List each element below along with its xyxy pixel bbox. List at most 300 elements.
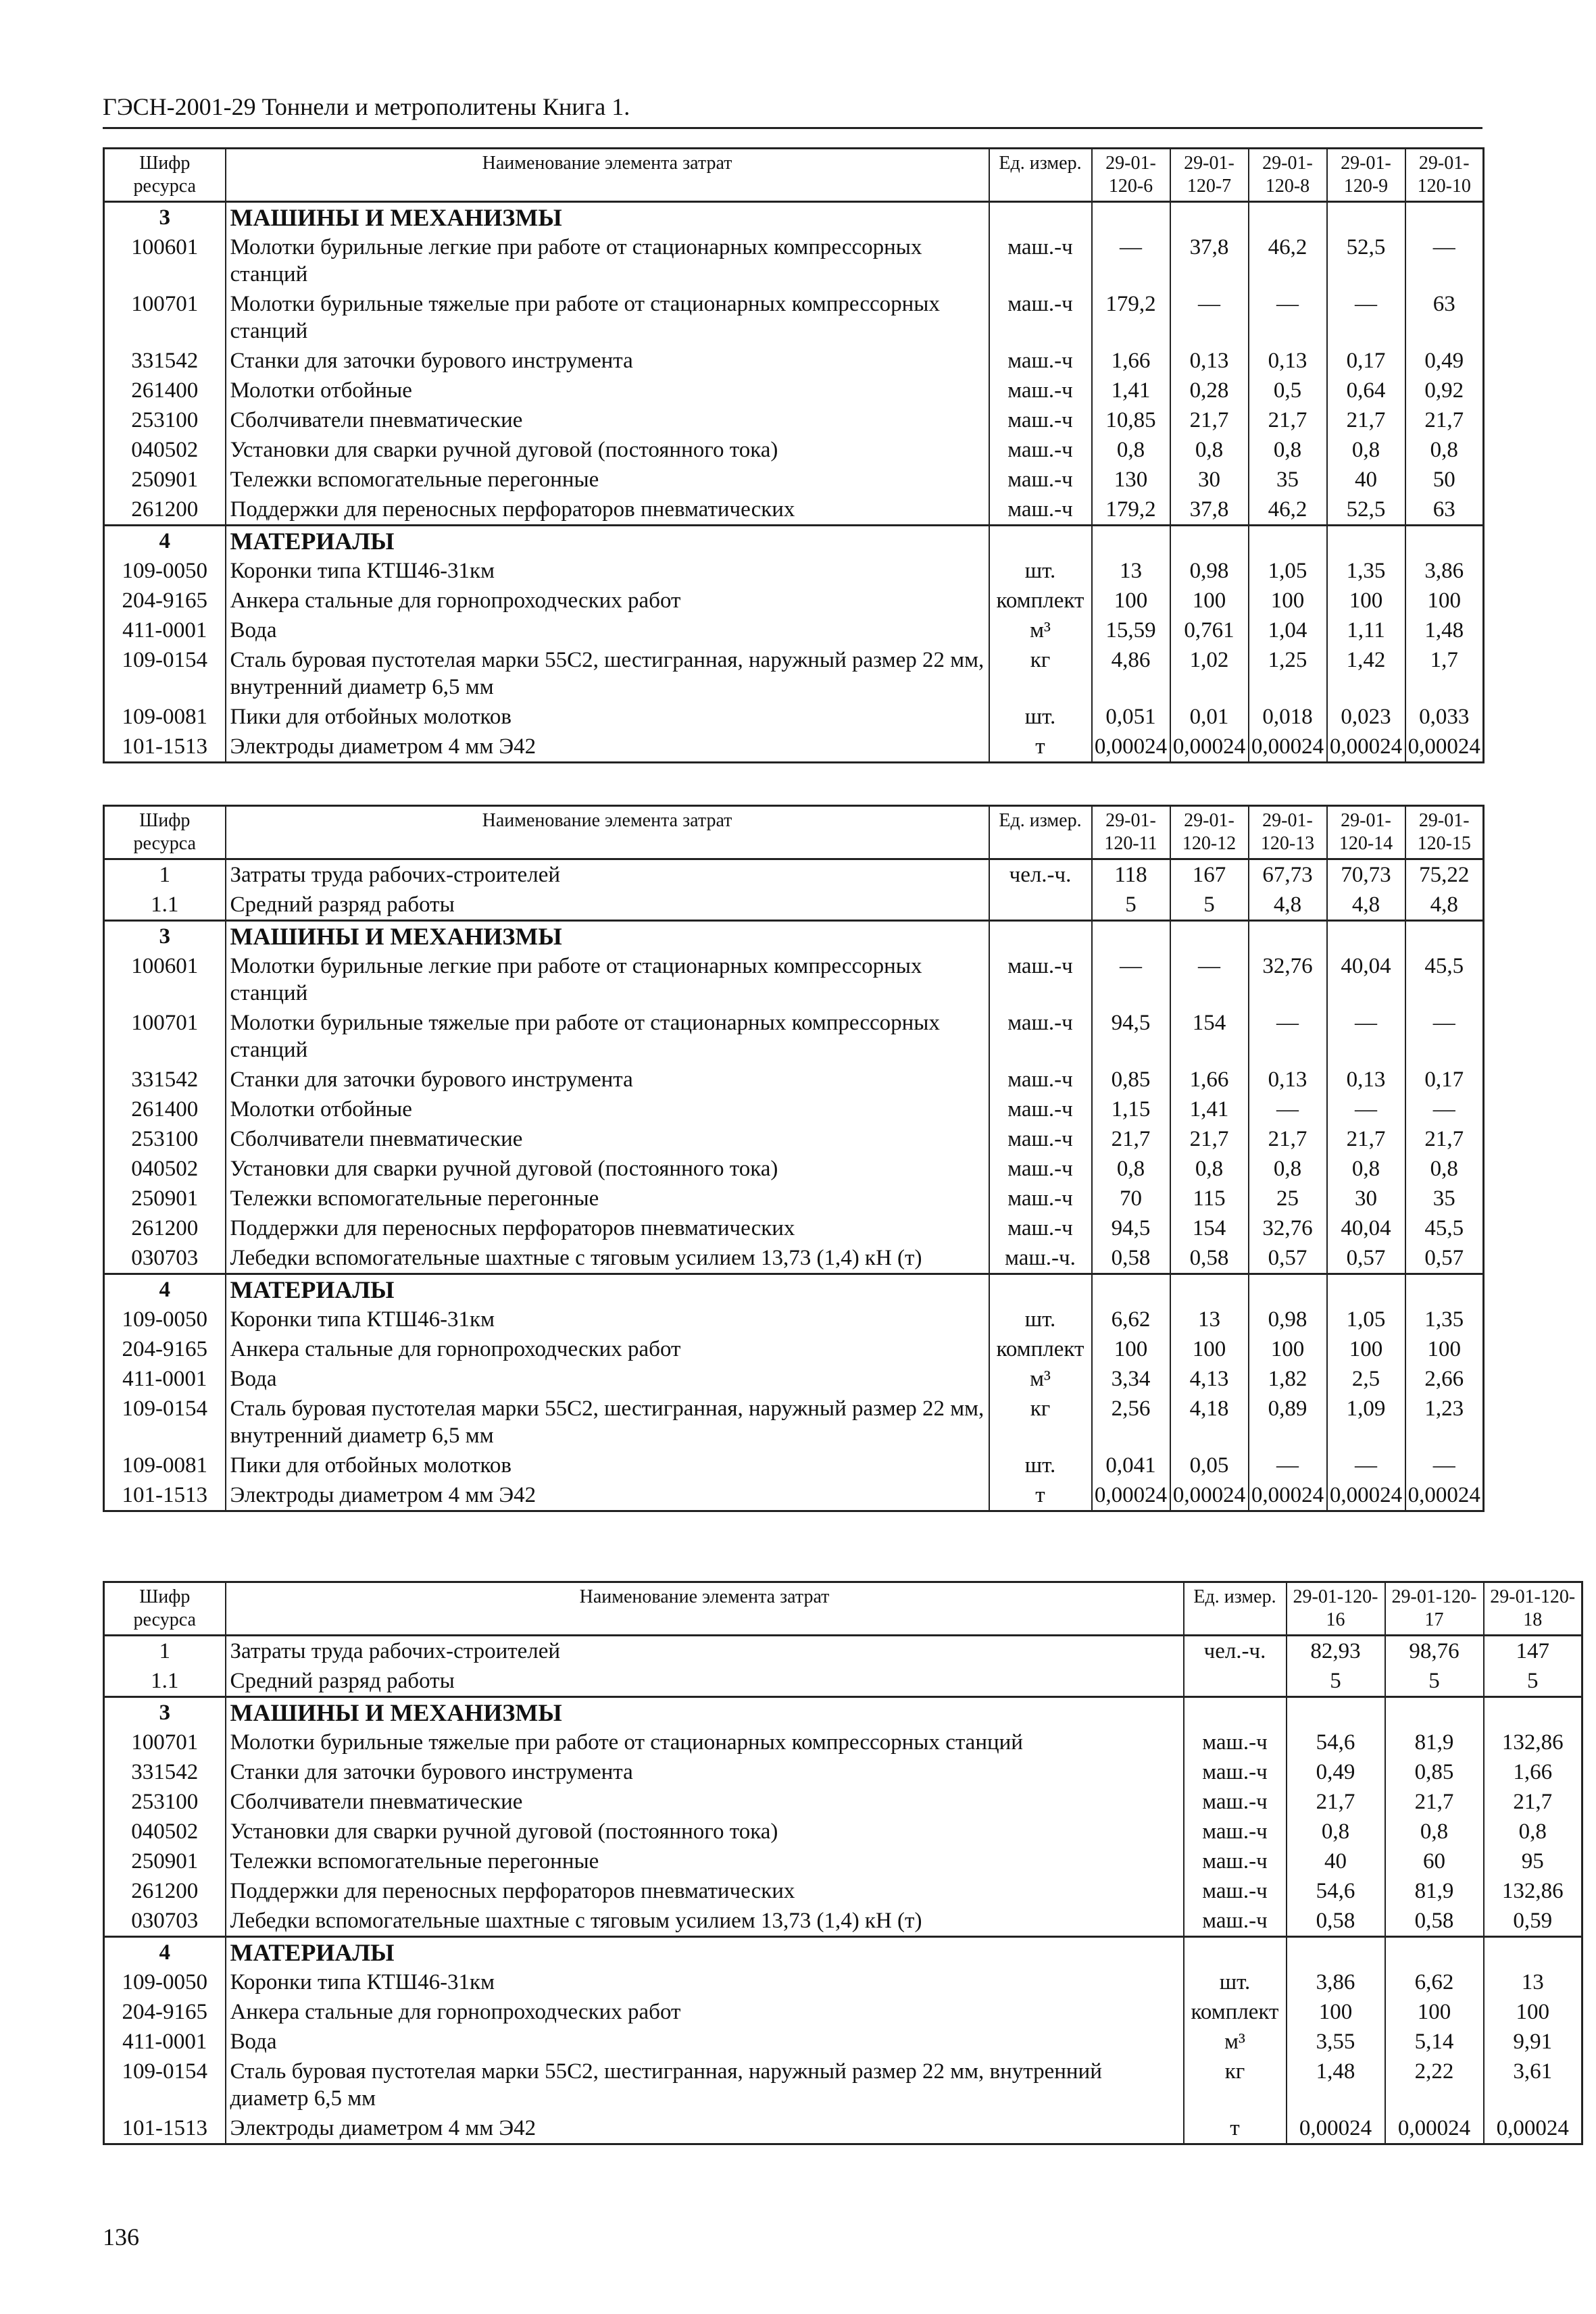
resource-code: 261200: [104, 1876, 226, 1906]
norm-value: 3,34: [1092, 1364, 1170, 1394]
norm-value: 0,89: [1249, 1394, 1327, 1451]
norm-value: 147: [1484, 1636, 1582, 1667]
cost-element-name: Молотки бурильные тяжелые при работе от стационарных компрессорных станций: [226, 289, 989, 346]
norm-value: 132,86: [1484, 1876, 1582, 1906]
norm-value: 100: [1287, 1997, 1385, 2027]
norm-value: 4,86: [1092, 645, 1170, 702]
norm-value: 1,41: [1170, 1095, 1249, 1124]
norm-value: 100: [1327, 1334, 1405, 1364]
norm-value: 0,8: [1327, 435, 1405, 465]
norm-value: 32,76: [1249, 951, 1327, 1008]
table-row: [104, 951, 1484, 1008]
norm-value: 21,7: [1170, 405, 1249, 435]
resource-code: 261200: [104, 1213, 226, 1243]
header-row: [104, 1582, 1582, 1636]
empty-cell: [1249, 202, 1327, 233]
norm-value: 21,7: [1249, 1124, 1327, 1154]
empty-cell: [989, 921, 1092, 952]
norm-value: 0,00024: [1092, 732, 1170, 763]
norm-value: 0,58: [1170, 1243, 1249, 1274]
cost-element-name: Сталь буровая пустотелая марки 55С2, шестигранная, наружный размер 22 мм, внутренний диаметр 6,5 мм: [226, 645, 989, 702]
norm-value: 3,61: [1484, 2057, 1582, 2113]
norm-value: 40,04: [1327, 951, 1405, 1008]
norm-value: 154: [1170, 1008, 1249, 1065]
cost-element-name: Поддержки для переносных перфораторов пневматических: [226, 495, 989, 526]
section-code: 3: [104, 921, 226, 952]
table-row: [104, 615, 1484, 645]
table-row: [104, 1666, 1582, 1697]
table-row: [104, 1008, 1484, 1065]
norm-value: 13: [1092, 556, 1170, 586]
table-row: [104, 405, 1484, 435]
table-row: [104, 1184, 1484, 1213]
norm-value: 167: [1170, 859, 1249, 890]
norm-value: 154: [1170, 1213, 1249, 1243]
cost-element-name: Установки для сварки ручной дуговой (постоянного тока): [226, 1154, 989, 1184]
norm-value: 46,2: [1249, 232, 1327, 289]
norm-value: 0,58: [1287, 1906, 1385, 1937]
norm-value: 0,8: [1405, 435, 1484, 465]
norm-value: 0,13: [1249, 346, 1327, 376]
cost-element-name: Коронки типа КТШ46-31км: [226, 556, 989, 586]
norm-value: 0,00024: [1385, 2113, 1484, 2144]
norm-value: 21,7: [1327, 1124, 1405, 1154]
resource-code: 411-0001: [104, 615, 226, 645]
cost-element-name: Электроды диаметром 4 мм Э42: [226, 732, 989, 763]
norm-value: 54,6: [1287, 1876, 1385, 1906]
norm-value: 21,7: [1249, 405, 1327, 435]
unit-of-measure: маш.-ч: [1184, 1728, 1287, 1757]
resource-code: 109-0081: [104, 702, 226, 732]
norm-value: 94,5: [1092, 1213, 1170, 1243]
col-header-norm-code: 29-01-120-17: [1385, 1582, 1484, 1636]
unit-of-measure: кг: [989, 1394, 1092, 1451]
resource-code: 204-9165: [104, 1997, 226, 2027]
norm-value: 0,8: [1170, 435, 1249, 465]
resource-table-2: [103, 805, 1485, 1512]
cost-element-name: Поддержки для переносных перфораторов пневматических: [226, 1876, 1184, 1906]
col-header-code: Шифр ресурса: [104, 806, 226, 859]
empty-cell: [1385, 1937, 1484, 1968]
table-row: [104, 702, 1484, 732]
table-row: [104, 1846, 1582, 1876]
resource-code: 100701: [104, 1008, 226, 1065]
col-header-norm-code: 29-01-120-6: [1092, 149, 1170, 202]
norm-value: 1,05: [1327, 1305, 1405, 1334]
norm-value: 0,49: [1405, 346, 1484, 376]
unit-of-measure: маш.-ч: [989, 232, 1092, 289]
section-title: МАТЕРИАЛЫ: [226, 1274, 989, 1305]
norm-value: 5: [1287, 1666, 1385, 1697]
resource-code: 331542: [104, 1757, 226, 1787]
cost-element-name: Молотки бурильные тяжелые при работе от стационарных компрессорных станций: [226, 1728, 1184, 1757]
norm-value: 1,41: [1092, 376, 1170, 405]
unit-of-measure: чел.-ч.: [989, 859, 1092, 890]
norm-value: 100: [1249, 1334, 1327, 1364]
norm-value: 0,033: [1405, 702, 1484, 732]
table-row: [104, 556, 1484, 586]
norm-value: 0,018: [1249, 702, 1327, 732]
table-row: [104, 1394, 1484, 1451]
header-text: ГЭСН-2001-29 Тоннели и метрополитены Книга 1.: [103, 93, 630, 120]
norm-value: 81,9: [1385, 1728, 1484, 1757]
norm-value: —: [1327, 1095, 1405, 1124]
cost-element-name: Станки для заточки бурового инструмента: [226, 346, 989, 376]
norm-value: 4,8: [1249, 890, 1327, 921]
norm-value: 179,2: [1092, 289, 1170, 346]
norm-value: 0,8: [1092, 435, 1170, 465]
norm-value: 21,7: [1484, 1787, 1582, 1817]
unit-of-measure: маш.-ч: [989, 289, 1092, 346]
col-header-unit: Ед. измер.: [1184, 1582, 1287, 1636]
section-code: 4: [104, 526, 226, 557]
col-header-norm-code: 29-01-120-10: [1405, 149, 1484, 202]
resource-code: 101-1513: [104, 1480, 226, 1511]
cost-element-name: Пики для отбойных молотков: [226, 1451, 989, 1480]
resource-code: 253100: [104, 405, 226, 435]
resource-code: 250901: [104, 465, 226, 495]
resource-code: 100701: [104, 289, 226, 346]
unit-of-measure: маш.-ч.: [989, 1243, 1092, 1274]
unit-of-measure: т: [989, 732, 1092, 763]
table-row: [104, 346, 1484, 376]
empty-cell: [989, 526, 1092, 557]
norm-value: 45,5: [1405, 951, 1484, 1008]
unit-of-measure: комплект: [989, 1334, 1092, 1364]
unit-of-measure: маш.-ч: [1184, 1906, 1287, 1937]
norm-value: 60: [1385, 1846, 1484, 1876]
unit-of-measure: маш.-ч: [989, 1008, 1092, 1065]
norm-value: 1,02: [1170, 645, 1249, 702]
section-row: [104, 526, 1484, 557]
norm-value: 0,00024: [1287, 2113, 1385, 2144]
resource-code: 109-0154: [104, 2057, 226, 2113]
norm-value: —: [1249, 1095, 1327, 1124]
norm-value: 81,9: [1385, 1876, 1484, 1906]
norm-value: 9,91: [1484, 2027, 1582, 2057]
unit-of-measure: [989, 890, 1092, 921]
norm-value: 1,25: [1249, 645, 1327, 702]
table-row: [104, 1451, 1484, 1480]
norm-value: 6,62: [1385, 1967, 1484, 1997]
table-row: [104, 435, 1484, 465]
resource-code: 030703: [104, 1906, 226, 1937]
table-row: [104, 1906, 1582, 1937]
table-row: [104, 1065, 1484, 1095]
table-row: [104, 1305, 1484, 1334]
norm-value: 98,76: [1385, 1636, 1484, 1667]
col-header-name: Наименование элемента затрат: [226, 149, 989, 202]
cost-element-name: Анкера стальные для горнопроходческих работ: [226, 1334, 989, 1364]
norm-value: 0,98: [1249, 1305, 1327, 1334]
empty-cell: [989, 202, 1092, 233]
resource-code: 411-0001: [104, 2027, 226, 2057]
section-row: [104, 921, 1484, 952]
norm-value: 0,64: [1327, 376, 1405, 405]
table-row: [104, 2113, 1582, 2144]
norm-value: 1,48: [1405, 615, 1484, 645]
empty-cell: [1092, 1274, 1170, 1305]
empty-cell: [1184, 1937, 1287, 1968]
section-code: 4: [104, 1274, 226, 1305]
norm-value: 0,8: [1092, 1154, 1170, 1184]
norm-value: 54,6: [1287, 1728, 1385, 1757]
norm-value: 0,8: [1405, 1154, 1484, 1184]
norm-value: 0,49: [1287, 1757, 1385, 1787]
resource-code: 100601: [104, 951, 226, 1008]
resource-code: 109-0154: [104, 645, 226, 702]
norm-value: 1,05: [1249, 556, 1327, 586]
empty-cell: [1170, 526, 1249, 557]
col-header-name: Наименование элемента затрат: [226, 1582, 1184, 1636]
norm-value: 3,86: [1287, 1967, 1385, 1997]
header-row: [104, 149, 1484, 202]
norm-value: 67,73: [1249, 859, 1327, 890]
norm-value: 21,7: [1170, 1124, 1249, 1154]
norm-value: 1,23: [1405, 1394, 1484, 1451]
section-row: [104, 1937, 1582, 1968]
cost-element-name: Станки для заточки бурового инструмента: [226, 1757, 1184, 1787]
resource-code: 101-1513: [104, 732, 226, 763]
resource-code: 040502: [104, 1154, 226, 1184]
norm-value: 21,7: [1092, 1124, 1170, 1154]
resource-code: 253100: [104, 1787, 226, 1817]
table-row: [104, 732, 1484, 763]
cost-element-name: Вода: [226, 615, 989, 645]
norm-value: 0,8: [1385, 1817, 1484, 1846]
empty-cell: [1170, 921, 1249, 952]
norm-value: 75,22: [1405, 859, 1484, 890]
resource-code: 109-0050: [104, 556, 226, 586]
cost-element-name: Молотки отбойные: [226, 376, 989, 405]
unit-of-measure: чел.-ч.: [1184, 1636, 1287, 1667]
norm-value: 0,8: [1327, 1154, 1405, 1184]
cost-element-name: Сболчиватели пневматические: [226, 1787, 1184, 1817]
table-row: [104, 1124, 1484, 1154]
norm-value: 45,5: [1405, 1213, 1484, 1243]
resource-code: 1.1: [104, 890, 226, 921]
col-header-norm-code: 29-01-120-8: [1249, 149, 1327, 202]
norm-value: 4,18: [1170, 1394, 1249, 1451]
section-code: 4: [104, 1937, 226, 1968]
cost-element-name: Анкера стальные для горнопроходческих работ: [226, 586, 989, 615]
col-header-norm-code: 29-01-120-7: [1170, 149, 1249, 202]
norm-value: 32,76: [1249, 1213, 1327, 1243]
unit-of-measure: кг: [1184, 2057, 1287, 2113]
empty-cell: [1092, 202, 1170, 233]
resource-code: 261400: [104, 376, 226, 405]
norm-value: 13: [1170, 1305, 1249, 1334]
norm-value: 6,62: [1092, 1305, 1170, 1334]
col-header-code: Шифр ресурса: [104, 149, 226, 202]
unit-of-measure: т: [989, 1480, 1092, 1511]
norm-value: 13: [1484, 1967, 1582, 1997]
norm-value: 0,00024: [1092, 1480, 1170, 1511]
table-row: [104, 1787, 1582, 1817]
norm-value: 0,00024: [1405, 732, 1484, 763]
table-row: [104, 1997, 1582, 2027]
table-row: [104, 1757, 1582, 1787]
table-row: [104, 465, 1484, 495]
cost-element-name: Лебедки вспомогательные шахтные с тяговым усилием 13,73 (1,4) кН (т): [226, 1906, 1184, 1937]
norm-value: 1,42: [1327, 645, 1405, 702]
norm-value: 30: [1327, 1184, 1405, 1213]
unit-of-measure: м³: [1184, 2027, 1287, 2057]
norm-value: —: [1405, 1095, 1484, 1124]
resource-code: 1: [104, 1636, 226, 1667]
norm-value: 37,8: [1170, 495, 1249, 526]
norm-value: 0,5: [1249, 376, 1327, 405]
norm-value: 10,85: [1092, 405, 1170, 435]
table-row: [104, 495, 1484, 526]
cost-element-name: Молотки бурильные легкие при работе от стационарных компрессорных станций: [226, 951, 989, 1008]
norm-value: 0,00024: [1170, 732, 1249, 763]
norm-value: 0,8: [1249, 1154, 1327, 1184]
norm-value: 5: [1092, 890, 1170, 921]
norm-value: 3,86: [1405, 556, 1484, 586]
norm-value: 132,86: [1484, 1728, 1582, 1757]
norm-value: 100: [1484, 1997, 1582, 2027]
norm-value: 0,05: [1170, 1451, 1249, 1480]
norm-value: 1,35: [1405, 1305, 1484, 1334]
norm-value: 52,5: [1327, 495, 1405, 526]
empty-cell: [1287, 1697, 1385, 1728]
norm-value: 1,7: [1405, 645, 1484, 702]
table-row: [104, 1334, 1484, 1364]
col-header-norm-code: 29-01-120-11: [1092, 806, 1170, 859]
norm-value: 0,8: [1484, 1817, 1582, 1846]
norm-value: 0,00024: [1327, 1480, 1405, 1511]
norm-value: 0,051: [1092, 702, 1170, 732]
unit-of-measure: маш.-ч: [989, 1213, 1092, 1243]
norm-value: 21,7: [1287, 1787, 1385, 1817]
table-row: [104, 1728, 1582, 1757]
resource-code: 261200: [104, 495, 226, 526]
norm-value: 0,17: [1327, 346, 1405, 376]
norm-value: 82,93: [1287, 1636, 1385, 1667]
unit-of-measure: маш.-ч: [989, 1154, 1092, 1184]
norm-value: 100: [1170, 1334, 1249, 1364]
norm-value: —: [1405, 232, 1484, 289]
norm-value: 1,09: [1327, 1394, 1405, 1451]
cost-element-name: Вода: [226, 1364, 989, 1394]
table-row: [104, 1095, 1484, 1124]
unit-of-measure: маш.-ч: [1184, 1757, 1287, 1787]
cost-element-name: Средний разряд работы: [226, 890, 989, 921]
section-row: [104, 1274, 1484, 1305]
norm-value: 21,7: [1385, 1787, 1484, 1817]
cost-element-name: Молотки бурильные легкие при работе от стационарных компрессорных станций: [226, 232, 989, 289]
norm-value: 0,00024: [1249, 732, 1327, 763]
section-row: [104, 202, 1484, 233]
resource-code: 1.1: [104, 1666, 226, 1697]
norm-value: —: [1327, 1451, 1405, 1480]
norm-value: 118: [1092, 859, 1170, 890]
section-row: [104, 1697, 1582, 1728]
cost-element-name: Затраты труда рабочих-строителей: [226, 1636, 1184, 1667]
norm-value: 100: [1170, 586, 1249, 615]
unit-of-measure: маш.-ч: [1184, 1817, 1287, 1846]
cost-element-name: Установки для сварки ручной дуговой (постоянного тока): [226, 1817, 1184, 1846]
norm-value: 0,00024: [1405, 1480, 1484, 1511]
unit-of-measure: маш.-ч: [989, 1124, 1092, 1154]
norm-value: 21,7: [1327, 405, 1405, 435]
norm-value: 1,04: [1249, 615, 1327, 645]
table-row: [104, 1213, 1484, 1243]
norm-value: —: [1405, 1008, 1484, 1065]
table-row: [104, 2027, 1582, 2057]
empty-cell: [1327, 526, 1405, 557]
table-row: [104, 1364, 1484, 1394]
col-header-norm-code: 29-01-120-9: [1327, 149, 1405, 202]
norm-value: 0,00024: [1170, 1480, 1249, 1511]
cost-element-name: Тележки вспомогательные перегонные: [226, 1846, 1184, 1876]
unit-of-measure: маш.-ч: [1184, 1876, 1287, 1906]
unit-of-measure: маш.-ч: [1184, 1846, 1287, 1876]
norm-value: 1,48: [1287, 2057, 1385, 2113]
norm-value: 100: [1249, 586, 1327, 615]
resource-code: 250901: [104, 1184, 226, 1213]
empty-cell: [1249, 1274, 1327, 1305]
unit-of-measure: маш.-ч: [989, 951, 1092, 1008]
section-title: МАШИНЫ И МЕХАНИЗМЫ: [226, 921, 989, 952]
norm-value: 0,00024: [1249, 1480, 1327, 1511]
cost-element-name: Молотки бурильные тяжелые при работе от стационарных компрессорных станций: [226, 1008, 989, 1065]
norm-value: 0,761: [1170, 615, 1249, 645]
col-header-unit: Ед. измер.: [989, 806, 1092, 859]
empty-cell: [1170, 1274, 1249, 1305]
resource-code: 204-9165: [104, 1334, 226, 1364]
norm-value: 5: [1484, 1666, 1582, 1697]
page-header: [103, 86, 1482, 129]
col-header-norm-code: 29-01-120-13: [1249, 806, 1327, 859]
norm-value: 2,22: [1385, 2057, 1484, 2113]
cost-element-name: Вода: [226, 2027, 1184, 2057]
empty-cell: [1405, 526, 1484, 557]
empty-cell: [989, 1274, 1092, 1305]
unit-of-measure: маш.-ч: [989, 1095, 1092, 1124]
norm-value: 0,13: [1249, 1065, 1327, 1095]
norm-value: 2,56: [1092, 1394, 1170, 1451]
norm-value: 70: [1092, 1184, 1170, 1213]
table-row: [104, 890, 1484, 921]
table-row: [104, 289, 1484, 346]
norm-value: 2,5: [1327, 1364, 1405, 1394]
table-row: [104, 1480, 1484, 1511]
norm-value: —: [1092, 232, 1170, 289]
resource-code: 411-0001: [104, 1364, 226, 1394]
unit-of-measure: шт.: [989, 1451, 1092, 1480]
empty-cell: [1484, 1937, 1582, 1968]
unit-of-measure: маш.-ч: [989, 405, 1092, 435]
cost-element-name: Сболчиватели пневматические: [226, 405, 989, 435]
norm-value: —: [1327, 289, 1405, 346]
norm-value: 1,66: [1092, 346, 1170, 376]
unit-of-measure: т: [1184, 2113, 1287, 2144]
norm-value: 0,8: [1170, 1154, 1249, 1184]
table-row: [104, 1636, 1582, 1667]
norm-value: 0,8: [1249, 435, 1327, 465]
resource-code: 331542: [104, 346, 226, 376]
section-title: МАШИНЫ И МЕХАНИЗМЫ: [226, 1697, 1184, 1728]
norm-value: 4,8: [1327, 890, 1405, 921]
norm-value: —: [1249, 289, 1327, 346]
resource-code: 030703: [104, 1243, 226, 1274]
cost-element-name: Лебедки вспомогательные шахтные с тяговым усилием 13,73 (1,4) кН (т): [226, 1243, 989, 1274]
col-header-unit: Ед. измер.: [989, 149, 1092, 202]
norm-value: 25: [1249, 1184, 1327, 1213]
section-title: МАТЕРИАЛЫ: [226, 1937, 1184, 1968]
